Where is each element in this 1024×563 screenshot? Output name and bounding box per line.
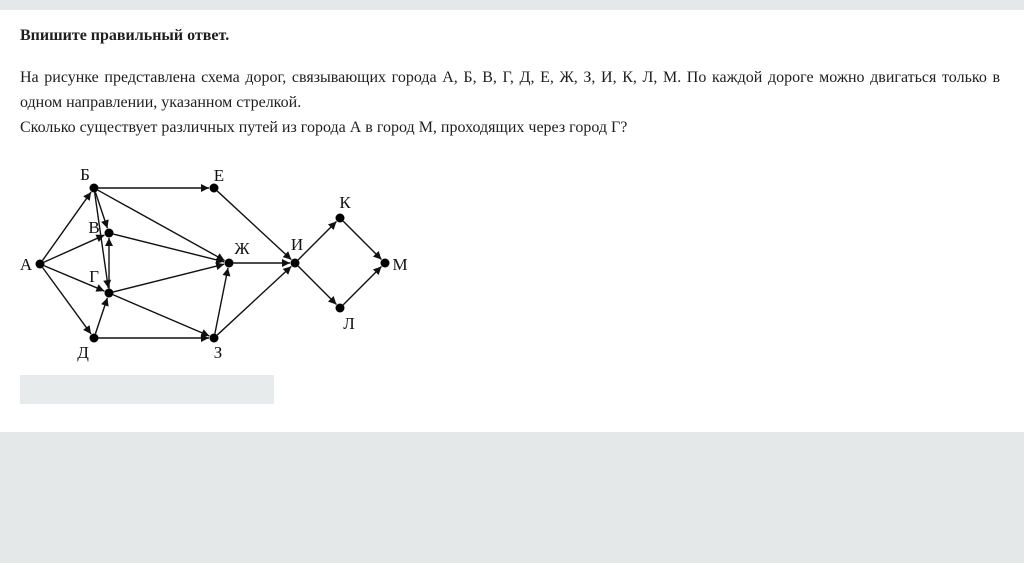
city-node-1 — [90, 184, 99, 193]
road-3 — [43, 268, 91, 334]
road-1 — [44, 235, 104, 262]
city-nodes — [36, 184, 390, 343]
city-node-11 — [381, 259, 390, 268]
city-label-1: Б — [80, 165, 90, 184]
city-label-6: Ж — [234, 239, 250, 258]
road-11 — [113, 234, 224, 262]
city-label-4: Д — [77, 343, 89, 362]
city-label-10: Л — [343, 314, 355, 333]
city-labels — [20, 165, 408, 362]
city-node-4 — [90, 334, 99, 343]
city-node-2 — [105, 229, 114, 238]
city-node-9 — [336, 214, 345, 223]
task-heading: Впишите правильный ответ. — [20, 27, 230, 44]
city-label-8: И — [290, 235, 304, 254]
city-node-7 — [210, 334, 219, 343]
road-19 — [298, 266, 336, 304]
road-9 — [95, 298, 107, 334]
road-20 — [343, 221, 381, 259]
task-question: Сколько существует различных путей из города А в город М, проходящих через город Г? — [20, 119, 628, 136]
road-21 — [343, 267, 381, 305]
city-node-8 — [291, 259, 300, 268]
city-label-0: А — [19, 255, 33, 274]
road-edges — [43, 188, 382, 338]
road-13 — [113, 295, 209, 336]
road-diagram — [0, 10, 1024, 432]
top-strip — [0, 0, 1024, 10]
city-label-9: К — [339, 193, 351, 212]
city-label-3: Г — [89, 267, 99, 286]
answer-input[interactable] — [20, 375, 274, 404]
city-node-0 — [36, 260, 45, 269]
road-15 — [217, 191, 291, 260]
road-18 — [298, 222, 336, 260]
city-label-2: В — [88, 218, 100, 237]
task-card — [0, 10, 1024, 432]
road-12 — [113, 264, 224, 292]
road-17 — [217, 266, 291, 335]
road-0 — [43, 192, 91, 260]
footer-area — [0, 432, 1024, 563]
city-label-7: З — [213, 343, 223, 362]
city-node-3 — [105, 289, 114, 298]
road-7 — [98, 190, 225, 260]
city-label-11: М — [392, 255, 408, 274]
road-14 — [215, 268, 228, 334]
city-node-10 — [336, 304, 345, 313]
city-node-6 — [225, 259, 234, 268]
city-label-5: Е — [213, 166, 225, 185]
task-text: На рисунке представлена схема дорог, связывающих города А, Б, В, Г, Д, Е, Ж, З, И, К, Л, М. По каждой дороге можно двигаться только в одном направлении, указанном стрелкой. — [20, 69, 1000, 111]
